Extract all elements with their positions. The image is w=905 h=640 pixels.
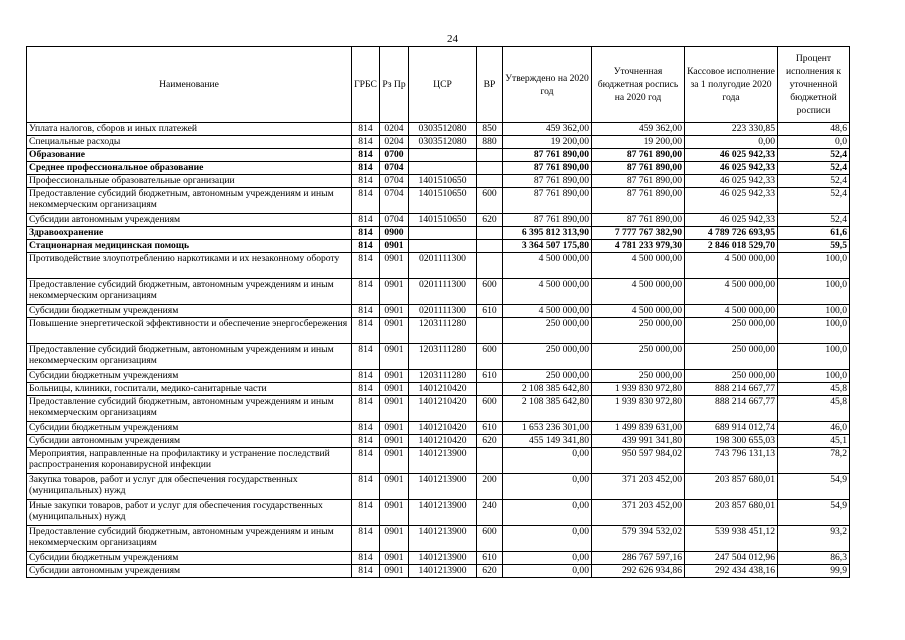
cell-cash: 4 500 000,00 [685,279,778,305]
cell-approved: 87 761 890,00 [503,162,592,175]
cell-vr [477,227,503,240]
cell-cash: 539 938 451,12 [685,526,778,552]
cell-rz-pr: 0900 [380,227,409,240]
cell-rz-pr: 0204 [380,136,409,149]
cell-approved: 4 500 000,00 [503,279,592,305]
cell-rz-pr: 0901 [380,370,409,383]
cell-approved: 6 395 812 313,90 [503,227,592,240]
cell-rz-pr: 0901 [380,500,409,526]
cell-vr [477,253,503,279]
cell-cash: 46 025 942,33 [685,149,778,162]
cell-rz-pr: 0901 [380,552,409,565]
cell-refined: 87 761 890,00 [592,162,685,175]
cell-csr: 1401210420 [409,383,477,396]
table-row [27,214,850,227]
cell-percent: 99,9 [778,565,850,578]
table-row [27,305,850,318]
cell-percent: 52,4 [778,214,850,227]
cell-grbs: 814 [352,422,380,435]
cell-percent: 78,2 [778,448,850,474]
cell-percent: 46,0 [778,422,850,435]
table-row [27,188,850,214]
cell-approved: 0,00 [503,565,592,578]
cell-approved: 87 761 890,00 [503,188,592,214]
cell-grbs: 814 [352,240,380,253]
cell-cash: 203 857 680,01 [685,474,778,500]
cell-rz-pr: 0901 [380,435,409,448]
cell-csr [409,149,477,162]
cell-rz-pr: 0901 [380,253,409,279]
table-row [27,422,850,435]
cell-refined: 1 939 830 972,80 [592,396,685,422]
cell-approved: 0,00 [503,552,592,565]
cell-refined: 87 761 890,00 [592,175,685,188]
cell-cash: 250 000,00 [685,318,778,344]
cell-csr [409,162,477,175]
cell-percent: 54,9 [778,474,850,500]
cell-csr: 1203111280 [409,344,477,370]
header-grbs: ГРБС [352,47,380,123]
header-approved: Утверждено на 2020 год [503,47,592,123]
header-vr: ВР [477,47,503,123]
cell-cash: 198 300 655,03 [685,435,778,448]
cell-refined: 371 203 452,00 [592,474,685,500]
cell-approved: 459 362,00 [503,123,592,136]
cell-name: Предоставление субсидий бюджетным, автономным учреждениям и иным некоммерческим организациям [27,279,352,305]
cell-vr: 600 [477,526,503,552]
cell-name: Субсидии автономным учреждениям [27,565,352,578]
cell-percent: 100,0 [778,305,850,318]
cell-grbs: 814 [352,435,380,448]
table-row [27,344,850,370]
cell-grbs: 814 [352,370,380,383]
header-percent: Процент исполнения к уточненной бюджетной росписи [778,47,850,123]
cell-refined: 250 000,00 [592,370,685,383]
cell-approved: 2 108 385 642,80 [503,383,592,396]
cell-grbs: 814 [352,396,380,422]
cell-csr: 0303512080 [409,136,477,149]
cell-refined: 4 500 000,00 [592,305,685,318]
cell-rz-pr: 0901 [380,396,409,422]
cell-approved: 250 000,00 [503,370,592,383]
cell-grbs: 814 [352,253,380,279]
cell-csr: 1401213900 [409,526,477,552]
cell-grbs: 814 [352,279,380,305]
header-rz-pr: Рз Пр [380,47,409,123]
table-row [27,448,850,474]
cell-csr: 0201111300 [409,279,477,305]
table-row [27,240,850,253]
cell-vr: 600 [477,396,503,422]
cell-grbs: 814 [352,565,380,578]
cell-percent: 100,0 [778,370,850,383]
cell-refined: 4 500 000,00 [592,253,685,279]
cell-approved: 3 364 507 175,80 [503,240,592,253]
cell-name: Стационарная медицинская помощь [27,240,352,253]
cell-name: Образование [27,149,352,162]
cell-name: Предоставление субсидий бюджетным, автономным учреждениям и иным некоммерческим организациям [27,526,352,552]
cell-percent: 45,1 [778,435,850,448]
cell-cash: 2 846 018 529,70 [685,240,778,253]
cell-rz-pr: 0901 [380,240,409,253]
cell-refined: 250 000,00 [592,318,685,344]
cell-approved: 2 108 385 642,80 [503,396,592,422]
cell-name: Мероприятия, направленные на профилактику и устранение последствий распространения коронавирусной инфекции [27,448,352,474]
cell-cash: 4 500 000,00 [685,253,778,279]
cell-vr: 850 [477,123,503,136]
cell-approved: 0,00 [503,474,592,500]
cell-grbs: 814 [352,474,380,500]
cell-vr: 610 [477,422,503,435]
cell-grbs: 814 [352,500,380,526]
cell-refined: 87 761 890,00 [592,214,685,227]
cell-grbs: 814 [352,305,380,318]
table-body [27,123,850,578]
cell-rz-pr: 0901 [380,279,409,305]
cell-name: Больницы, клиники, госпитали, медико-санитарные части [27,383,352,396]
cell-name: Субсидии бюджетным учреждениям [27,422,352,435]
cell-rz-pr: 0901 [380,318,409,344]
cell-rz-pr: 0901 [380,344,409,370]
cell-vr [477,240,503,253]
cell-grbs: 814 [352,162,380,175]
cell-name: Субсидии автономным учреждениям [27,214,352,227]
cell-name: Предоставление субсидий бюджетным, автономным учреждениям и иным некоммерческим организациям [27,396,352,422]
cell-percent: 100,0 [778,279,850,305]
cell-approved: 87 761 890,00 [503,149,592,162]
cell-rz-pr: 0901 [380,422,409,435]
cell-vr [477,383,503,396]
cell-percent: 61,6 [778,227,850,240]
cell-csr: 0201111300 [409,305,477,318]
table-row [27,435,850,448]
cell-name: Уплата налогов, сборов и иных платежей [27,123,352,136]
cell-grbs: 814 [352,227,380,240]
cell-name: Здравоохранение [27,227,352,240]
cell-approved: 4 500 000,00 [503,305,592,318]
cell-cash: 888 214 667,77 [685,396,778,422]
cell-refined: 19 200,00 [592,136,685,149]
cell-percent: 59,5 [778,240,850,253]
cell-grbs: 814 [352,552,380,565]
table-row [27,123,850,136]
cell-rz-pr: 0704 [380,188,409,214]
cell-cash: 46 025 942,33 [685,162,778,175]
cell-approved: 0,00 [503,448,592,474]
cell-approved: 250 000,00 [503,344,592,370]
cell-csr: 1203111280 [409,370,477,383]
cell-csr: 1401213900 [409,565,477,578]
cell-name: Профессиональные образовательные организации [27,175,352,188]
cell-csr: 0303512080 [409,123,477,136]
cell-refined: 87 761 890,00 [592,188,685,214]
cell-vr [477,175,503,188]
cell-csr [409,227,477,240]
table-row [27,396,850,422]
cell-vr: 620 [477,565,503,578]
cell-name: Специальные расходы [27,136,352,149]
cell-cash: 292 434 438,16 [685,565,778,578]
cell-name: Предоставление субсидий бюджетным, автономным учреждениям и иным некоммерческим организациям [27,344,352,370]
cell-grbs: 814 [352,344,380,370]
cell-refined: 950 597 984,02 [592,448,685,474]
cell-name: Субсидии бюджетным учреждениям [27,370,352,383]
cell-cash: 4 500 000,00 [685,305,778,318]
cell-name: Субсидии автономным учреждениям [27,435,352,448]
cell-csr: 1401213900 [409,448,477,474]
cell-refined: 4 500 000,00 [592,279,685,305]
cell-refined: 87 761 890,00 [592,149,685,162]
cell-vr [477,162,503,175]
cell-percent: 100,0 [778,344,850,370]
cell-name: Повышение энергетической эффективности и обеспечение энергосбережения [27,318,352,344]
cell-csr: 1401510650 [409,214,477,227]
cell-refined: 371 203 452,00 [592,500,685,526]
cell-percent: 100,0 [778,318,850,344]
cell-name: Субсидии бюджетным учреждениям [27,552,352,565]
cell-percent: 0,0 [778,136,850,149]
cell-rz-pr: 0901 [380,305,409,318]
cell-grbs: 814 [352,448,380,474]
table-row [27,383,850,396]
cell-refined: 7 777 767 382,90 [592,227,685,240]
cell-grbs: 814 [352,214,380,227]
cell-vr [477,448,503,474]
table-row [27,370,850,383]
cell-vr: 610 [477,370,503,383]
table-row [27,318,850,344]
cell-rz-pr: 0901 [380,526,409,552]
cell-percent: 52,4 [778,188,850,214]
cell-cash: 689 914 012,74 [685,422,778,435]
cell-csr: 1401510650 [409,175,477,188]
cell-rz-pr: 0700 [380,149,409,162]
cell-rz-pr: 0704 [380,175,409,188]
cell-rz-pr: 0901 [380,474,409,500]
cell-cash: 46 025 942,33 [685,188,778,214]
cell-grbs: 814 [352,318,380,344]
cell-csr [409,240,477,253]
cell-cash: 247 504 012,96 [685,552,778,565]
header-refined: Уточненная бюджетная роспись на 2020 год [592,47,685,123]
cell-refined: 439 991 341,80 [592,435,685,448]
cell-cash: 0,00 [685,136,778,149]
cell-cash: 223 330,85 [685,123,778,136]
cell-percent: 48,6 [778,123,850,136]
budget-table [26,46,850,578]
cell-name: Противодействие злоупотреблению наркотиками и их незаконному обороту [27,253,352,279]
cell-vr [477,149,503,162]
cell-refined: 1 499 839 631,00 [592,422,685,435]
cell-cash: 46 025 942,33 [685,214,778,227]
cell-name: Закупка товаров, работ и услуг для обеспечения государственных (муниципальных) нужд [27,474,352,500]
table-row [27,552,850,565]
cell-csr: 1203111280 [409,318,477,344]
page-number: 24 [447,33,458,45]
cell-cash: 743 796 131,13 [685,448,778,474]
cell-cash: 888 214 667,77 [685,383,778,396]
cell-approved: 0,00 [503,526,592,552]
table-row [27,279,850,305]
cell-name: Среднее профессиональное образование [27,162,352,175]
cell-refined: 4 781 233 979,30 [592,240,685,253]
cell-rz-pr: 0704 [380,214,409,227]
cell-grbs: 814 [352,123,380,136]
cell-csr: 1401213900 [409,552,477,565]
cell-percent: 52,4 [778,175,850,188]
cell-approved: 455 149 341,80 [503,435,592,448]
cell-csr: 1401213900 [409,500,477,526]
cell-percent: 45,8 [778,383,850,396]
cell-vr: 600 [477,344,503,370]
cell-grbs: 814 [352,136,380,149]
cell-refined: 579 394 532,02 [592,526,685,552]
table-header-row [27,47,850,123]
cell-csr: 1401210420 [409,435,477,448]
cell-grbs: 814 [352,188,380,214]
cell-refined: 286 767 597,16 [592,552,685,565]
cell-approved: 4 500 000,00 [503,253,592,279]
cell-grbs: 814 [352,526,380,552]
cell-vr: 610 [477,305,503,318]
cell-rz-pr: 0704 [380,162,409,175]
cell-vr: 620 [477,214,503,227]
cell-grbs: 814 [352,175,380,188]
table-row [27,253,850,279]
cell-approved: 19 200,00 [503,136,592,149]
cell-vr: 880 [477,136,503,149]
cell-vr: 620 [477,435,503,448]
cell-csr: 1401210420 [409,396,477,422]
cell-percent: 86,3 [778,552,850,565]
table-row [27,136,850,149]
cell-vr [477,318,503,344]
cell-csr: 1401213900 [409,474,477,500]
cell-csr: 0201111300 [409,253,477,279]
cell-percent: 54,9 [778,500,850,526]
cell-grbs: 814 [352,149,380,162]
cell-approved: 0,00 [503,500,592,526]
cell-percent: 52,4 [778,162,850,175]
cell-refined: 459 362,00 [592,123,685,136]
cell-refined: 1 939 830 972,80 [592,383,685,396]
header-cash: Кассовое исполнение за 1 полугодие 2020 года [685,47,778,123]
cell-cash: 250 000,00 [685,344,778,370]
cell-csr: 1401210420 [409,422,477,435]
cell-csr: 1401510650 [409,188,477,214]
cell-percent: 52,4 [778,149,850,162]
cell-vr: 200 [477,474,503,500]
cell-percent: 45,8 [778,396,850,422]
header-csr: ЦСР [409,47,477,123]
cell-name: Иные закупки товаров, работ и услуг для обеспечения государственных (муниципальных) нужд [27,500,352,526]
cell-rz-pr: 0901 [380,448,409,474]
cell-name: Предоставление субсидий бюджетным, автономным учреждениям и иным некоммерческим организациям [27,188,352,214]
table-row [27,565,850,578]
cell-percent: 93,2 [778,526,850,552]
cell-vr: 600 [477,279,503,305]
cell-cash: 4 789 726 693,95 [685,227,778,240]
table-row [27,526,850,552]
table-row [27,500,850,526]
table-row [27,175,850,188]
cell-rz-pr: 0901 [380,565,409,578]
cell-refined: 292 626 934,86 [592,565,685,578]
cell-grbs: 814 [352,383,380,396]
table-row [27,162,850,175]
cell-approved: 87 761 890,00 [503,214,592,227]
table-row [27,149,850,162]
cell-approved: 87 761 890,00 [503,175,592,188]
cell-refined: 250 000,00 [592,344,685,370]
cell-rz-pr: 0901 [380,383,409,396]
cell-percent: 100,0 [778,253,850,279]
cell-cash: 203 857 680,01 [685,500,778,526]
table-row [27,474,850,500]
cell-vr: 240 [477,500,503,526]
table-row [27,227,850,240]
cell-vr: 610 [477,552,503,565]
cell-cash: 46 025 942,33 [685,175,778,188]
cell-rz-pr: 0204 [380,123,409,136]
header-name: Наименование [27,47,352,123]
cell-name: Субсидии бюджетным учреждениям [27,305,352,318]
cell-approved: 1 653 236 301,00 [503,422,592,435]
cell-vr: 600 [477,188,503,214]
cell-cash: 250 000,00 [685,370,778,383]
cell-approved: 250 000,00 [503,318,592,344]
